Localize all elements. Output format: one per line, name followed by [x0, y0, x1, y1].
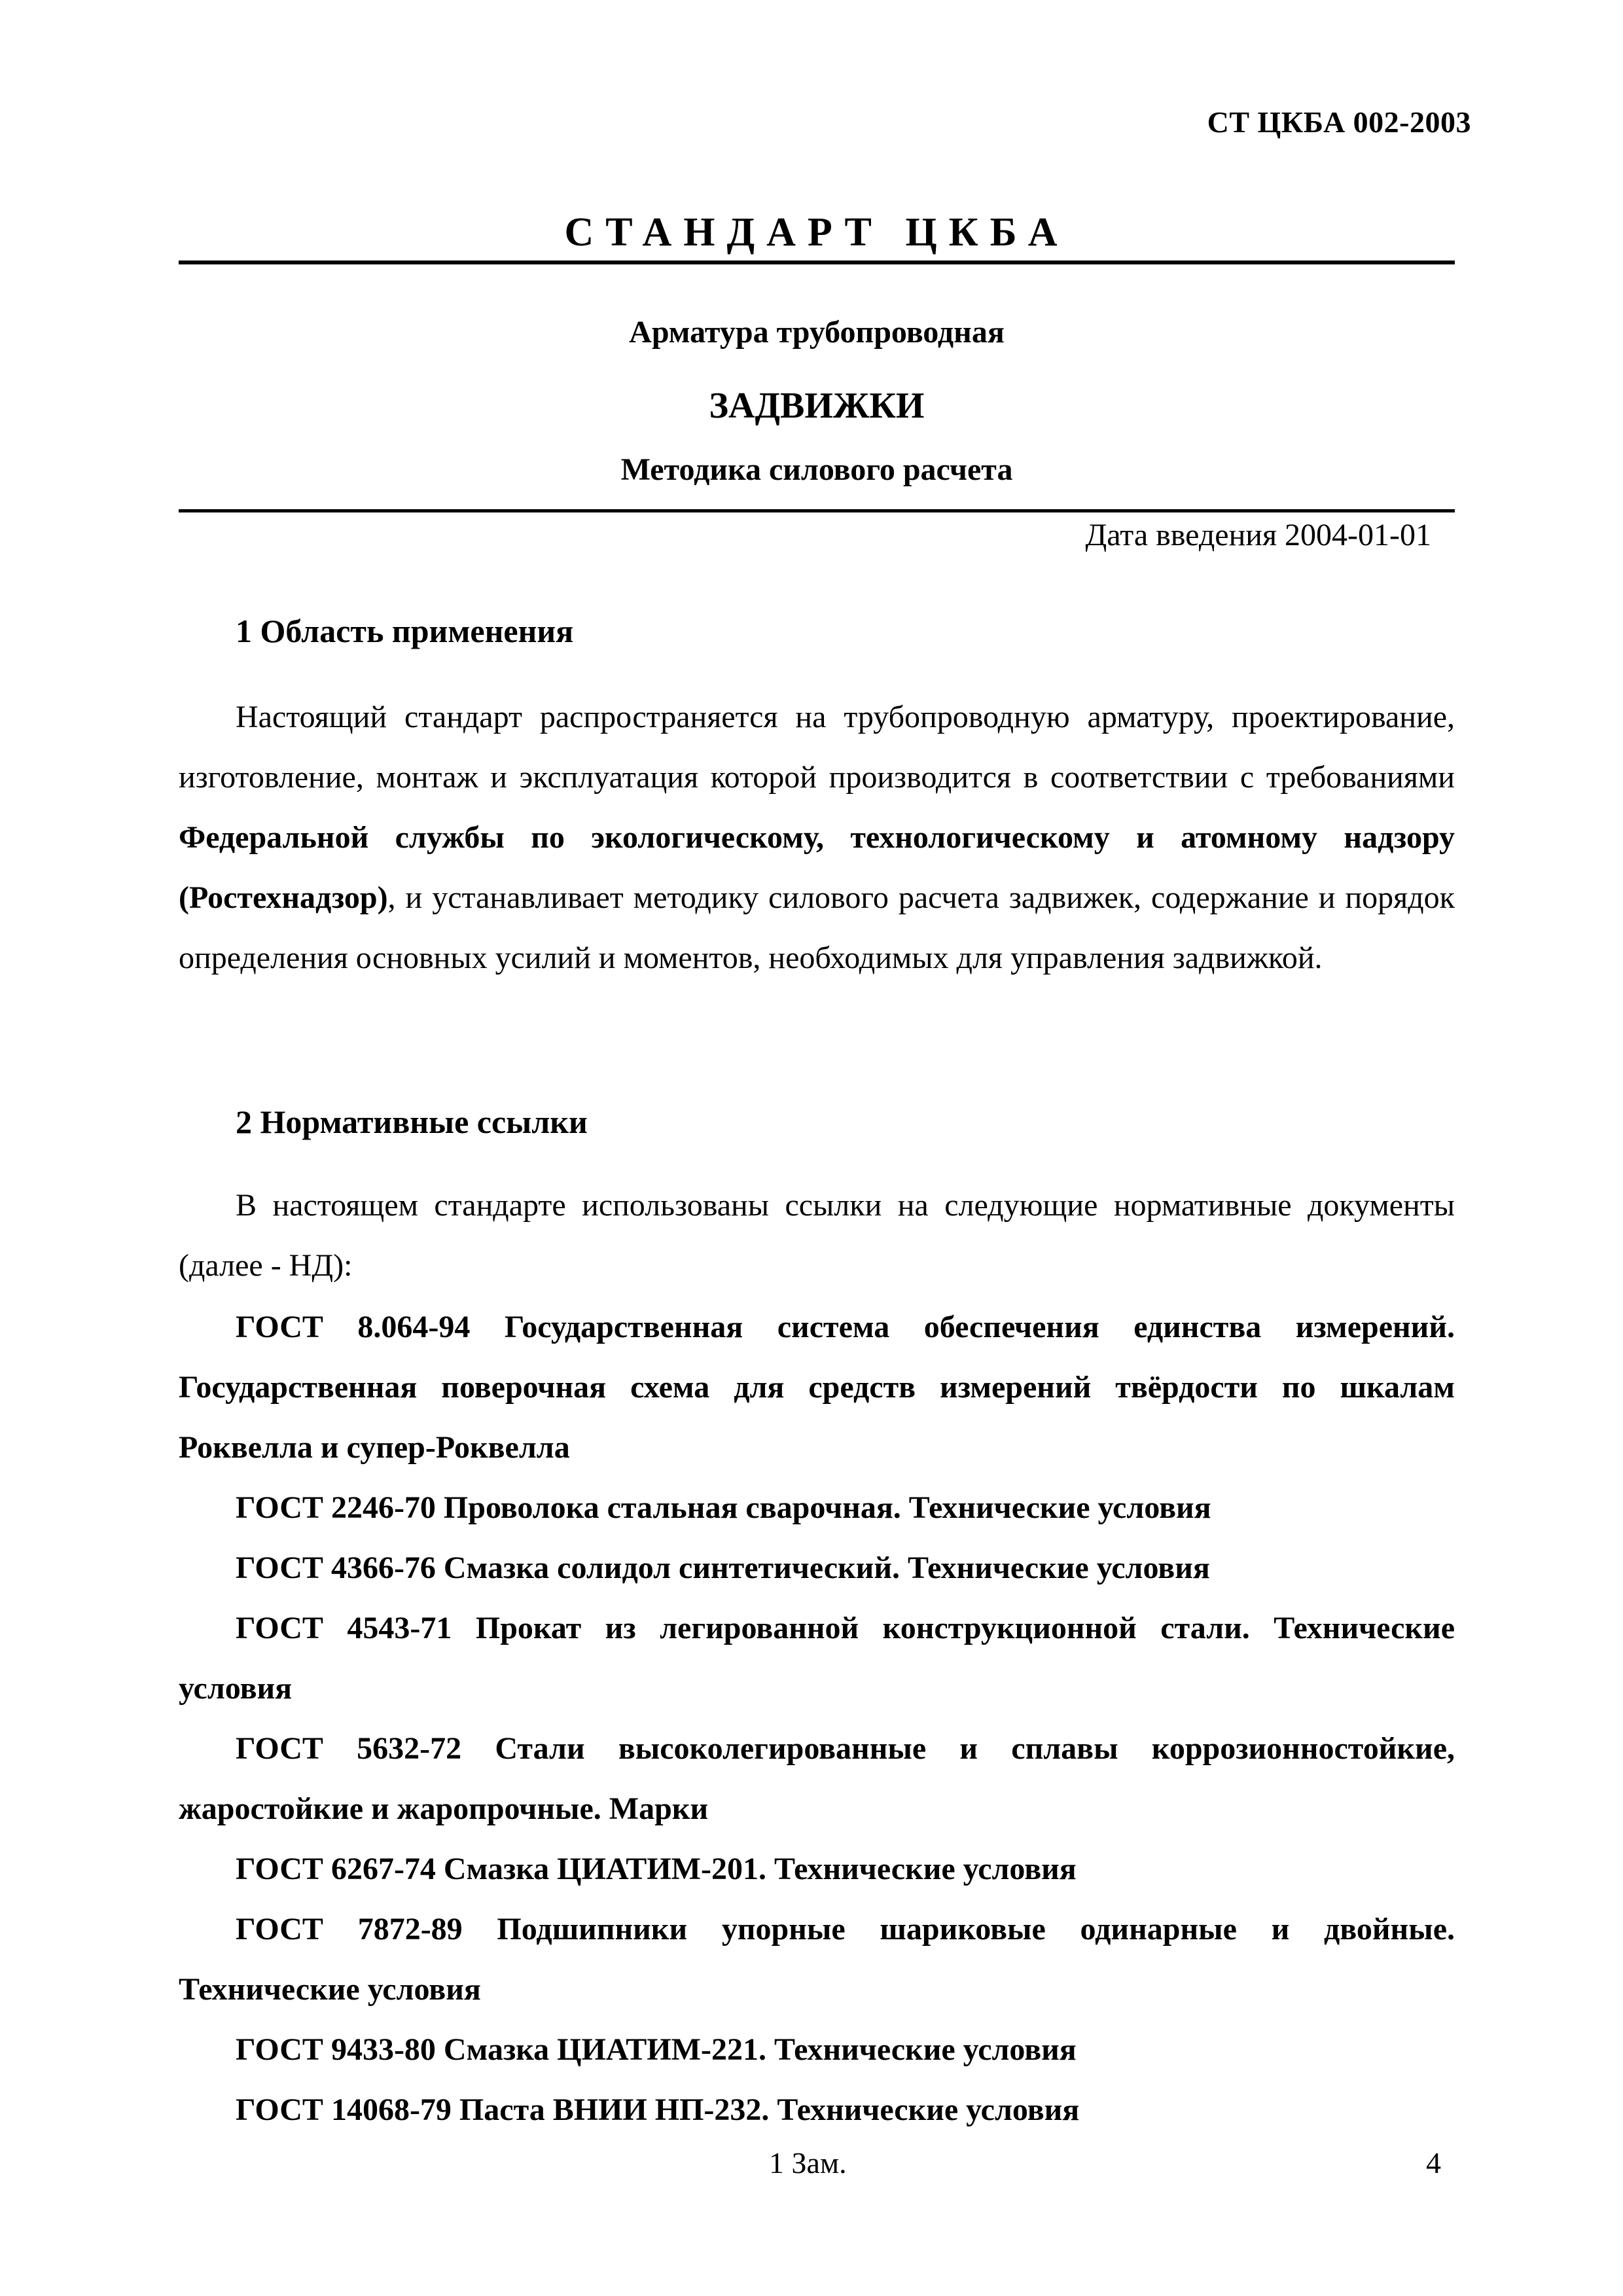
middle-divider: [179, 509, 1455, 512]
standard-title: СТАНДАРТ ЦКБА: [564, 210, 1069, 255]
intro-date: Дата введения 2004-01-01: [1085, 518, 1431, 552]
reference-item: ГОСТ 14068-79 Паста ВНИИ НП-232. Технические условия: [236, 2092, 1080, 2127]
subtitle-category: Арматура трубопроводная: [629, 315, 1005, 350]
section-1-paragraph: [179, 687, 1455, 988]
section-2-intro: В настоящем стандарте использованы ссылки на следующие нормативные документы (далее - НД):: [179, 1188, 1455, 1283]
section-1-text-part2: , и устанавливает методику силового расчета задвижек, содержание и порядок определения основных усилий и моментов, необходимых для управления задвижкой.: [179, 880, 1455, 975]
reference-item: ГОСТ 9433-80 Смазка ЦИАТИМ-221. Технические условия: [236, 2032, 1077, 2067]
document-code: СТ ЦКБА 002-2003: [1207, 105, 1471, 139]
change-note: 1 Зам.: [769, 2146, 847, 2179]
section-1-text-part1: Настоящий стандарт распространяется на трубопроводную арматуру, проектирование, изготовление, монтаж и эксплуатация которой производится в соответствии с требованиями: [179, 700, 1455, 795]
section-2-heading: 2 Нормативные ссылки: [236, 1103, 588, 1140]
reference-item: ГОСТ 2246-70 Проволока стальная сварочная. Технические условия: [236, 1490, 1211, 1525]
reference-item: ГОСТ 4366-76 Смазка солидол синтетический. Технические условия: [236, 1551, 1210, 1585]
section-2-intro-paragraph: [179, 1175, 1455, 1296]
section-1-text-bold: Федеральной службы по экологическому, технологическому и атомному надзору (Ростехнадзор): [179, 820, 1455, 915]
reference-item: ГОСТ 5632-72 Стали высоколегированные и сплавы коррозионностойкие, жаростойкие и жаропрочные. Марки: [179, 1731, 1455, 1826]
subtitle-method: Методика силового расчета: [620, 452, 1013, 487]
reference-item: ГОСТ 4543-71 Прокат из легированной конструкционной стали. Технические условия: [179, 1611, 1455, 1706]
section-1-text: [179, 687, 1455, 988]
top-divider: [179, 260, 1455, 264]
reference-item: ГОСТ 6267-74 Смазка ЦИАТИМ-201. Технические условия: [236, 1852, 1077, 1886]
subtitle-name: ЗАДВИЖКИ: [709, 386, 925, 426]
section-1-heading: 1 Область применения: [236, 613, 574, 649]
page-number: 4: [1426, 2146, 1441, 2179]
reference-item: ГОСТ 8.064-94 Государственная система обеспечения единства измерений. Государственная поверочная схема для средств измерений твёрдости по шкалам Роквелла и супер-Роквелла: [179, 1310, 1455, 1465]
references-list: [179, 1297, 1455, 2140]
reference-item: ГОСТ 7872-89 Подшипники упорные шариковые одинарные и двойные. Технические условия: [179, 1912, 1455, 2007]
